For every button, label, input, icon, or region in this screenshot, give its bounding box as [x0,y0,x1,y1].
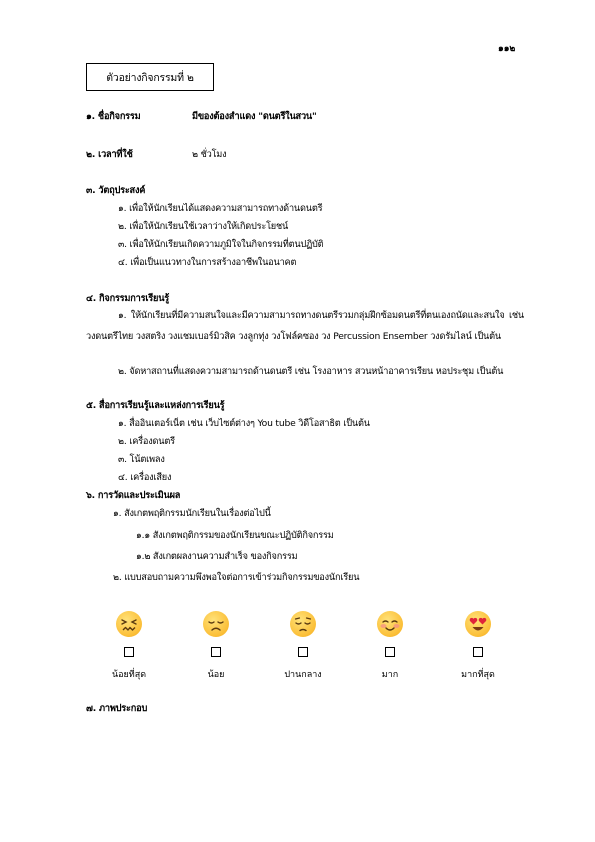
confounded-face-icon [116,611,142,637]
evaluation-item: ๒. แบบสอบถามความพึงพอใจต่อการเข้าร่วมกิจกรรมของนักเรียน [113,572,360,583]
evaluation-item: ๑. สังเกตพฤติกรรมนักเรียนในเรื่องต่อไปนี้ [113,508,271,519]
evaluation-heading: ๖. การวัดและประเมินผล [86,490,181,501]
pictures-heading: ๗. ภาพประกอบ [86,703,148,714]
rating-label: ปานกลาง [284,670,322,680]
learning-paragraph-1: ๑. ให้นักเรียนที่มีความสนใจและมีความสามารถทางดนตรีรวมกลุ่มฝึกซ้อมดนตรีที่ตนเองถนัดและสนใจ เช่น วงดนตรีไทย วงสตริง วงแชมเบอร์มิวสิค วงลูกทุ่ง วงโฟล์คซอง วง Percussion Ensember วงดรัมไลน์ เป็นต้น [86,310,524,342]
media-heading: ๕. สื่อการเรียนรู้และแหล่งการเรียนรู้ [86,400,225,411]
pensive-face-icon [290,611,316,637]
disappointed-face-icon [203,611,229,637]
objective-item: ๑. เพื่อให้นักเรียนได้แสดงความสามารถทางด้านดนตรี [118,203,323,214]
rating-label: น้อยที่สุด [111,670,147,680]
rating-checkbox-low[interactable] [211,647,221,657]
duration-label: ๒. เวลาที่ใช้ [86,149,133,160]
learning-paragraph-2: ๒. จัดหาสถานที่แสดงความสามารถด้านดนตรี เช่น โรงอาหาร สวนหน้าอาคารเรียน หอประชุม เป็นต้น [118,366,504,377]
objective-item: ๓. เพื่อให้นักเรียนเกิดความภูมิใจในกิจกรรมที่ตนปฏิบัติ [118,239,324,250]
smiling-face-icon [377,611,403,637]
rating-checkbox-very-high[interactable] [473,647,483,657]
duration-value: ๒ ชั่วโมง [192,149,227,160]
evaluation-subitem: ๑.๒ สังเกตผลงานความสำเร็จ ของกิจกรรม [136,551,298,562]
media-item: ๓. โน้ตเพลง [118,454,165,465]
page-number: ๑๑๒ [498,44,516,54]
rating-label: มากที่สุด [461,670,495,680]
media-item: ๑. สื่ออินเตอร์เน็ต เช่น เว็บไซต์ต่างๆ You tube วิดีโอสาธิต เป็นต้น [118,418,370,429]
media-item: ๔. เครื่องเสียง [118,472,172,483]
heart-eyes-face-icon [465,611,491,637]
page-title: ตัวอย่างกิจกรรมที่ ๒ [86,63,214,91]
objective-item: ๔. เพื่อเป็นแนวทางในการสร้างอาชีพในอนาคต [118,257,297,268]
rating-label: มาก [381,670,399,680]
activity-name-label: ๑. ชื่อกิจกรรม [86,111,141,122]
learning-heading: ๔. กิจกรรมการเรียนรู้ [86,293,170,304]
objectives-heading: ๓. วัตถุประสงค์ [86,185,146,196]
activity-name-value: มีของต้องสำแดง "ดนตรีในสวน" [192,111,317,122]
objective-item: ๒. เพื่อให้นักเรียนใช้เวลาว่างให้เกิดประโยชน์ [118,221,289,232]
media-item: ๒. เครื่องดนตรี [118,436,175,447]
rating-checkbox-high[interactable] [385,647,395,657]
rating-checkbox-very-low[interactable] [124,647,134,657]
rating-label: น้อย [207,670,225,680]
rating-checkbox-medium[interactable] [298,647,308,657]
evaluation-subitem: ๑.๑ สังเกตพฤติกรรมของนักเรียนขณะปฏิบัติกิจกรรม [136,530,334,541]
